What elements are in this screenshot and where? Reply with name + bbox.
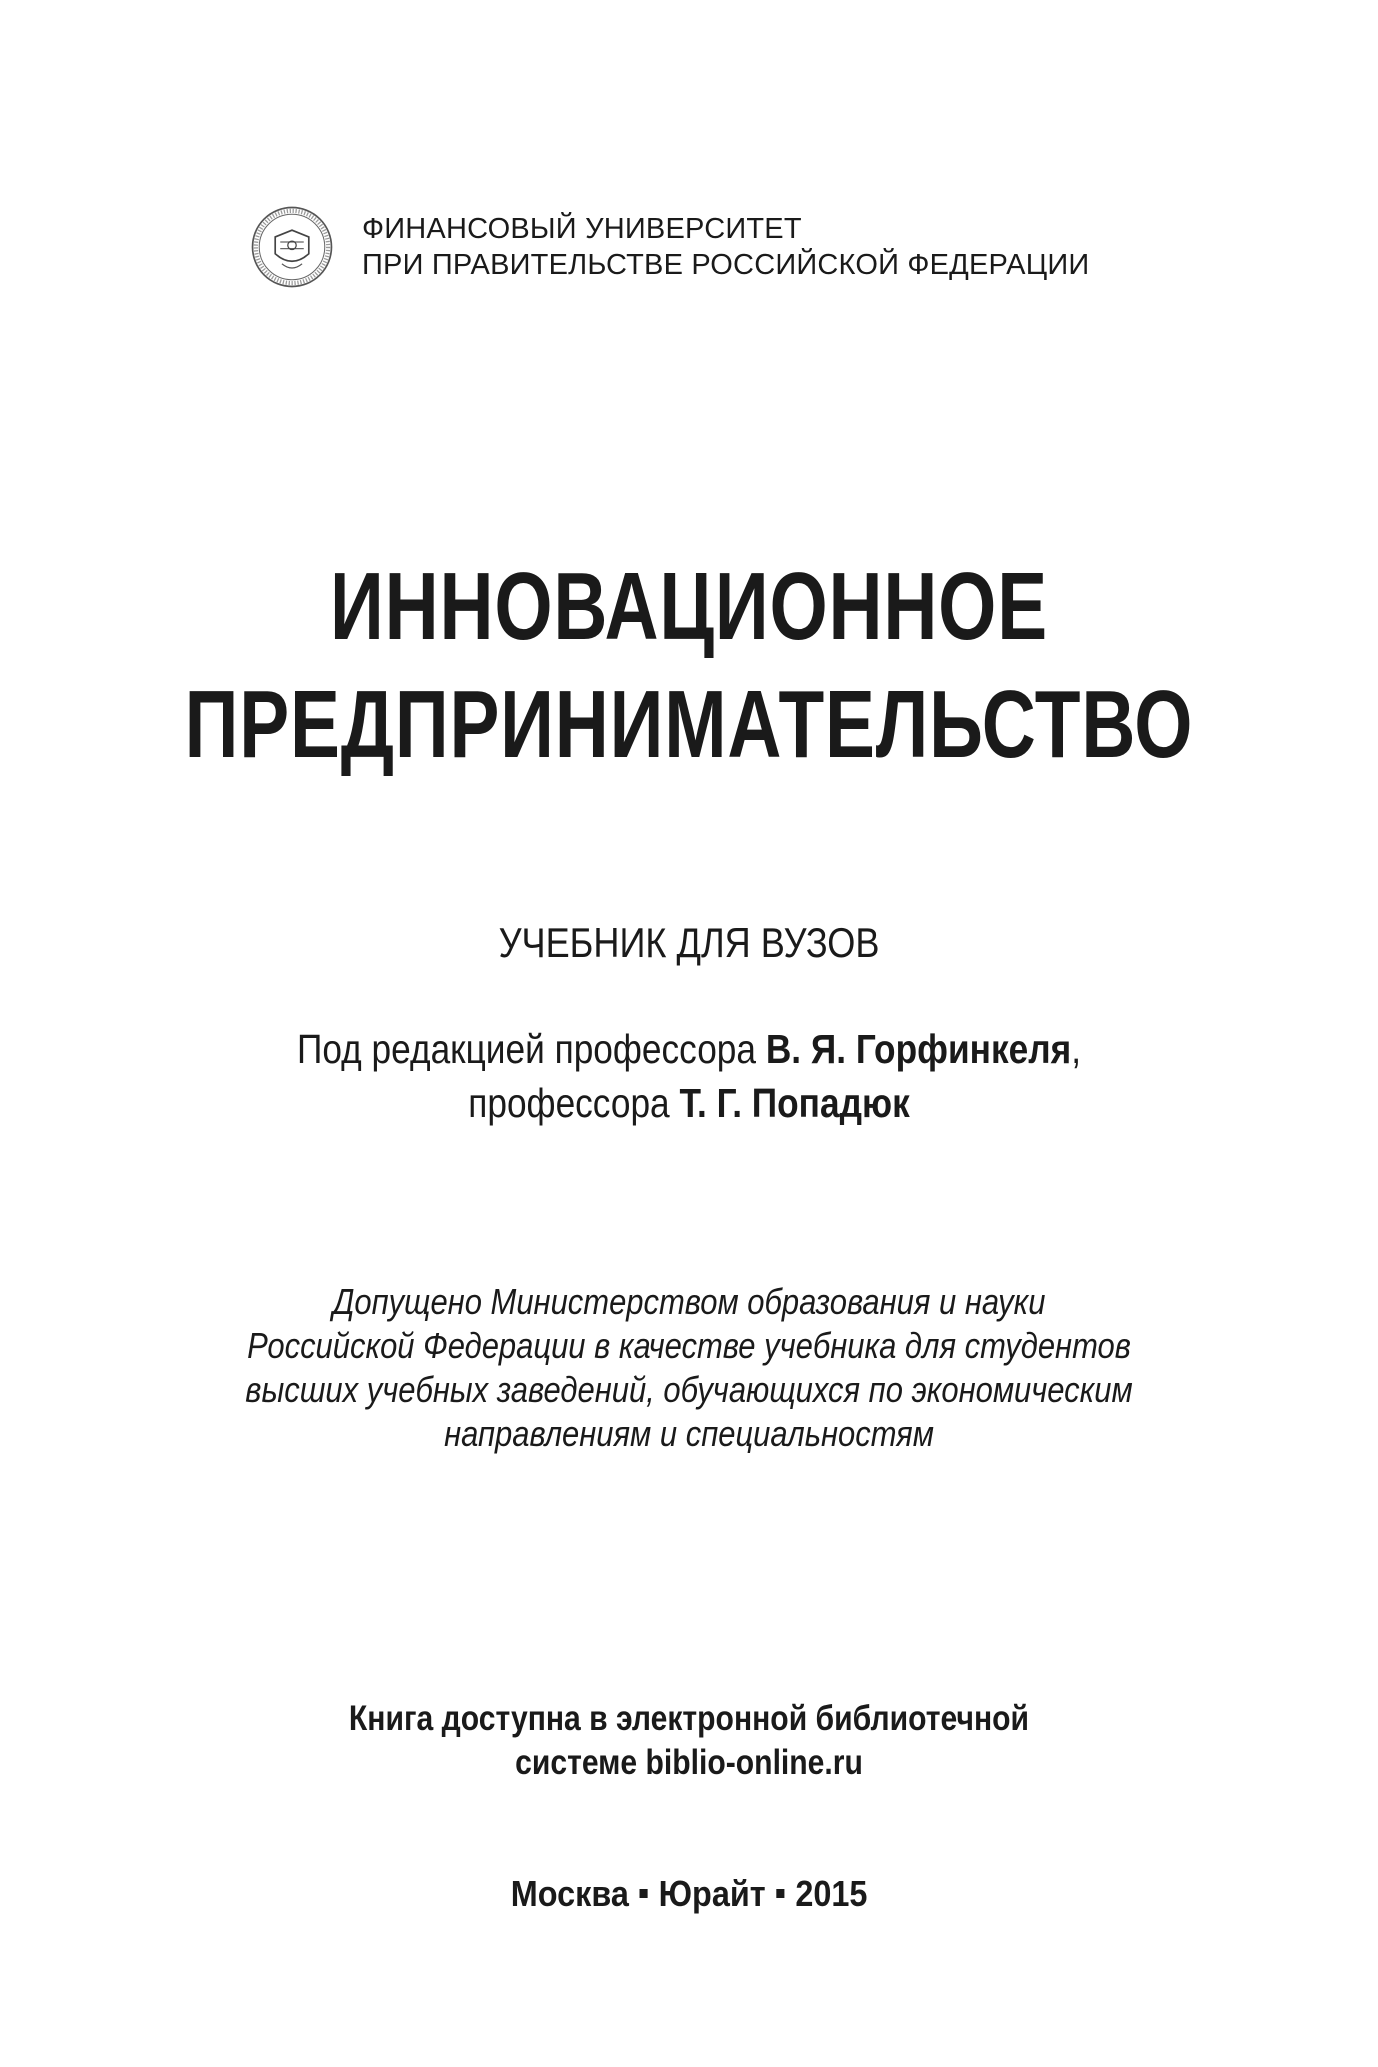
- approval-line4: направлениям и специальностям: [444, 1413, 934, 1454]
- library-line2: системе biblio-online.ru: [515, 1743, 863, 1782]
- editors-line1-prefix: Под редакцией профессора: [297, 1026, 766, 1072]
- book-title-line1: ИННОВАЦИОННОЕ: [330, 553, 1048, 660]
- university-name: [362, 211, 1089, 283]
- approval-line2: Российской Федерации в качестве учебника для студентов: [247, 1325, 1131, 1366]
- editors-line1: [96, 1022, 1281, 1076]
- book-title-line2: ПРЕДПРИНИМАТЕЛЬСТВО: [184, 671, 1194, 778]
- imprint-year: 2015: [795, 1873, 868, 1914]
- imprint-publisher: Юрайт: [658, 1873, 766, 1914]
- university-name-line1: ФИНАНСОВЫЙ УНИВЕРСИТЕТ: [362, 213, 802, 245]
- library-notice: [0, 1697, 1378, 1785]
- editors-line2: [96, 1076, 1281, 1130]
- university-name-line2: ПРИ ПРАВИТЕЛЬСТВЕ РОССИЙСКОЙ ФЕДЕРАЦИИ: [362, 249, 1090, 281]
- university-header: [250, 202, 1089, 292]
- approval-line1: Допущено Министерством образования и науки: [332, 1281, 1046, 1322]
- editors-line1-suffix: ,: [1071, 1026, 1081, 1072]
- editor-name-2: Т. Г. Попадюк: [679, 1080, 910, 1126]
- book-subtitle: УЧЕБНИК ДЛЯ ВУЗОВ: [498, 919, 880, 966]
- approval-line3: высших учебных заведений, обучающихся по экономическим: [245, 1369, 1133, 1410]
- imprint: [0, 1872, 1378, 1916]
- editors-block: [0, 1022, 1378, 1130]
- book-title: [0, 548, 1378, 784]
- editors-line2-prefix: профессора: [468, 1080, 680, 1126]
- imprint-city: Москва: [510, 1873, 629, 1914]
- separator-square-icon: [776, 1889, 784, 1898]
- library-line1: Книга доступна в электронной библиотечной: [348, 1699, 1030, 1738]
- separator-square-icon: [640, 1889, 648, 1898]
- university-seal-icon: [250, 205, 334, 289]
- editor-name-1: В. Я. Горфинкеля: [765, 1026, 1072, 1072]
- approval-statement: [0, 1280, 1378, 1456]
